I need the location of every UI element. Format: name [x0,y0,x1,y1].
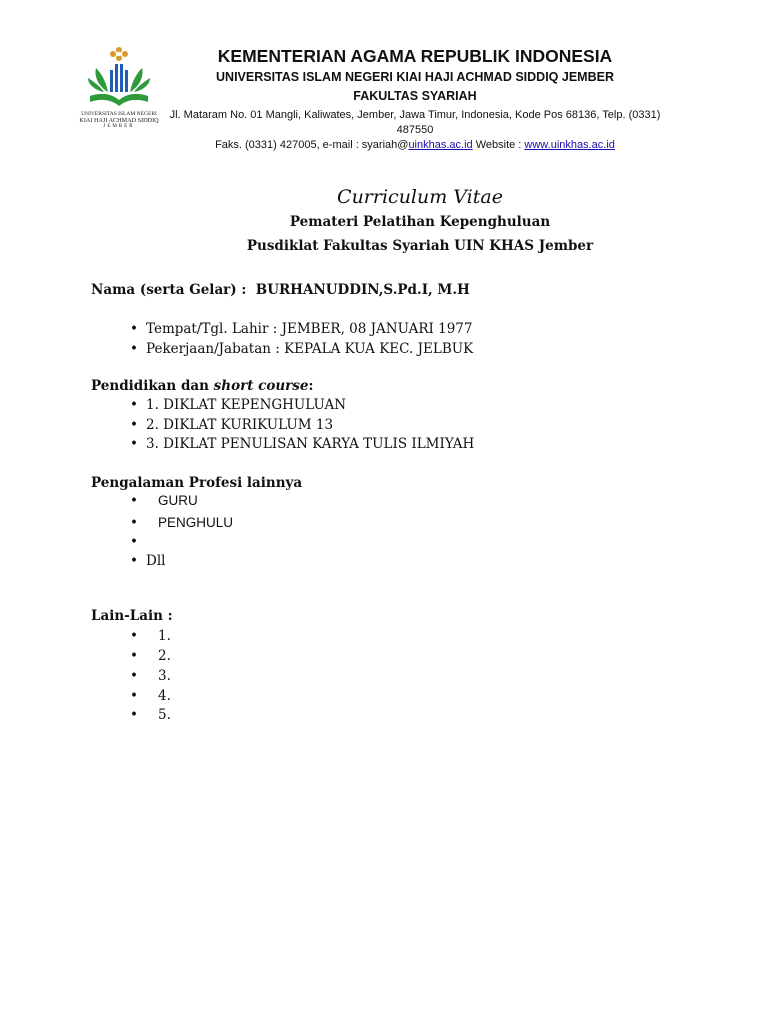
list-item [130,436,474,452]
education-heading-prefix: Pendidikan dan [91,378,214,394]
bullet-icon: • [130,688,138,704]
education-heading [91,378,313,394]
ministry-heading: KEMENTERIAN AGAMA REPUBLIK INDONESIA [217,46,613,66]
bullet-icon: • [130,397,138,413]
bullet-icon: • [130,417,138,433]
list-item [130,515,233,531]
address [150,108,680,138]
logo-caption-line2: KIAI HAJI ACHMAD SIDDIQ [79,117,159,124]
bullet-icon: • [130,515,138,531]
occupation-info: Pekerjaan/Jabatan : KEPALA KUA KEC. JELBUK [146,341,474,357]
contact-line [150,139,680,151]
cv-subtitle-2: Pusdiklat Fakultas Syariah UIN KHAS Jember [246,238,594,254]
list-item [130,688,171,704]
experience-item: PENGHULU [158,515,234,530]
experience-item: GURU [158,493,198,508]
website-link[interactable]: www.uinkhas.ac.id [524,139,615,151]
education-item: 1. DIKLAT KEPENGHULUAN [146,397,347,413]
other-heading: Lain-Lain : [91,608,173,624]
fax-email-prefix: Faks. (0331) 427005, e-mail : syariah@ [215,139,409,151]
other-item: 3. [158,668,171,684]
other-item: 4. [158,688,171,704]
birth-info: Tempat/Tgl. Lahir : JEMBER, 08 JANUARI 1977 [146,321,473,337]
bullet-icon: • [130,648,138,664]
experience-heading: Pengalaman Profesi lainnya [91,475,303,491]
other-item: 2. [158,648,171,664]
cv-subtitle-1: Pemateri Pelatihan Kepenghuluan [289,214,551,230]
list-item [130,648,171,664]
education-heading-suffix: : [308,378,314,394]
other-item: 5. [158,707,171,723]
bullet-icon: • [130,668,138,684]
list-item [130,628,171,644]
bullet-icon: • [130,493,138,509]
university-heading: UNIVERSITAS ISLAM NEGERI KIAI HAJI ACHMAD SIDDIQ JEMBER [216,70,614,84]
name-value: BURHANUDDIN,S.Pd.I, M.H [255,282,470,298]
bullet-icon: • [130,341,138,357]
list-item [130,707,171,723]
name-label: Nama (serta Gelar) : [91,282,247,298]
list-item [130,321,472,337]
logo-caption-line1: UNIVERSITAS ISLAM NEGERI [81,111,157,117]
other-item: 1. [158,628,171,644]
bullet-icon: • [130,707,138,723]
list-item [130,534,158,550]
address-line2: 487550 [396,124,434,136]
bullet-icon: • [130,321,138,337]
education-heading-italic: short course [213,378,309,394]
address-line1: Jl. Mataram No. 01 Mangli, Kaliwates, Jember, Jawa Timur, Indonesia, Kode Pos 68136, Telp. (0331) [169,109,661,121]
email-domain-link[interactable]: uinkhas.ac.id [408,139,473,151]
list-item [130,417,333,433]
list-item [130,668,171,684]
education-item: 3. DIKLAT PENULISAN KARYA TULIS ILMIYAH [146,436,475,452]
logo-caption-line3: JEMBER [103,124,135,129]
cv-title: Curriculum Vitae [337,186,503,208]
bullet-icon: • [130,436,138,452]
website-prefix: Website : [472,139,525,151]
education-item: 2. DIKLAT KURIKULUM 13 [146,417,334,433]
list-item [130,341,473,357]
bullet-icon: • [130,534,138,550]
list-item [130,493,198,509]
faculty-heading: FAKULTAS SYARIAH [353,89,477,103]
list-item [130,397,346,413]
list-item [130,553,165,569]
uin-khas-emblem-icon [84,44,154,110]
bullet-icon: • [130,553,138,569]
bullet-icon: • [130,628,138,644]
experience-item: Dll [146,553,166,569]
name-line [91,282,470,298]
